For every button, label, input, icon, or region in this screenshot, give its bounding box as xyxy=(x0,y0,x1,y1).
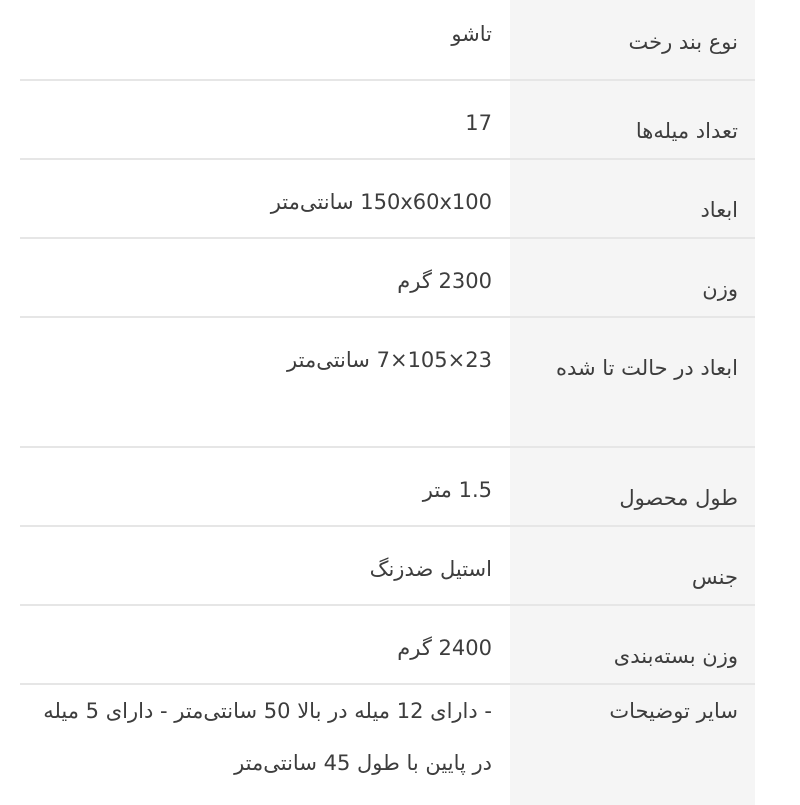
spec-value: 2300 گرم xyxy=(397,269,492,293)
spec-row-length xyxy=(20,448,755,527)
spec-value: - دارای 12 میله در بالا 50 سانتی‌متر - دارای 5 میله در پایین با طول 45 سانتی‌متر xyxy=(43,699,492,775)
spec-value: استیل ضدزنگ xyxy=(369,557,492,581)
spec-row-weight xyxy=(20,239,755,318)
spec-row-other-notes xyxy=(20,685,755,805)
spec-label: ابعاد xyxy=(510,160,755,237)
spec-label: سایر توضیحات xyxy=(510,685,755,805)
spec-value: 23×105×7 سانتی‌متر xyxy=(287,348,492,372)
spec-value: 150x60x100 سانتی‌متر xyxy=(270,190,492,214)
spec-value: 2400 گرم xyxy=(397,636,492,660)
spec-row-folded-dimensions xyxy=(20,318,755,448)
spec-row-dimensions xyxy=(20,160,755,239)
spec-label: طول محصول xyxy=(510,448,755,525)
spec-label: ابعاد در حالت تا شده xyxy=(510,318,755,446)
spec-value: 1.5 متر xyxy=(422,478,492,502)
spec-label: جنس xyxy=(510,527,755,604)
product-spec-table xyxy=(20,0,755,800)
spec-row-type xyxy=(20,0,755,81)
spec-row-bar-count xyxy=(20,81,755,160)
spec-label: وزن بسته‌بندی xyxy=(510,606,755,683)
spec-label: وزن xyxy=(510,239,755,316)
spec-row-package-weight xyxy=(20,606,755,685)
spec-value: تاشو xyxy=(451,22,492,46)
spec-value: 17 xyxy=(465,111,492,135)
spec-label: تعداد میله‌ها xyxy=(510,81,755,158)
spec-row-material xyxy=(20,527,755,606)
spec-label: نوع بند رخت xyxy=(510,0,755,79)
